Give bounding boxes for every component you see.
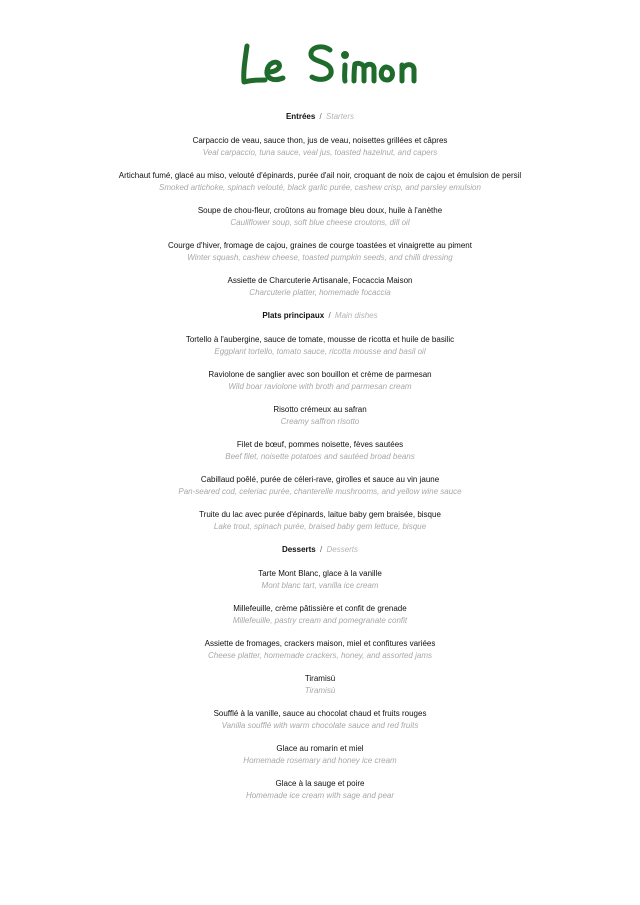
section-title-en: Main dishes [334,311,378,320]
menu-item [0,568,640,603]
menu-item [0,240,640,275]
section-title-en: Desserts [326,545,359,554]
dish-name-fr: Tortello à l'aubergine, sauce de tomate, mousse de ricotta et huile de basilic [185,335,455,344]
dish-description-en: Pan-seared cod, celeriac purée, chanterelle mushrooms, and yellow wine sauce [178,487,462,496]
dish-description-en: Tiramisù [304,686,336,695]
menu-item [0,474,640,509]
menu-section-starters [0,111,640,310]
section-title-en: Starters [326,112,355,121]
dish-name-fr: Carpaccio de veau, sauce thon, jus de veau, noisettes grillées et câpres [192,136,448,145]
menu-item [0,334,640,369]
dish-description-en: Millefeuille, pastry cream and pomegranate confit [232,616,408,625]
dish-name-fr: Courge d'hiver, fromage de cajou, graines de courge toastées et vinaigrette au piment [168,241,472,250]
dish-name-fr: Tarte Mont Blanc, glace à la vanille [258,569,382,578]
dish-description-en: Cauliflower soup, soft blue cheese croutons, dill oil [230,218,410,227]
dish-description-en: Lake trout, spinach purée, braised baby gem lettuce, bisque [213,522,427,531]
dish-name-fr: Artichaut fumé, glacé au miso, velouté d'épinards, purée d'ail noir, croquant de noix de cajou et émulsion de persil [118,171,522,180]
dish-description-en: Charcuterie platter, homemade focaccia [249,288,391,297]
dish-description-en: Creamy saffron risotto [280,417,360,426]
section-separator: / [319,112,322,121]
dish-name-fr: Soufflé à la vanille, sauce au chocolat chaud et fruits rouges [213,709,427,718]
section-heading [0,310,640,321]
dish-name-fr: Assiette de fromages, crackers maison, miel et confitures variées [204,639,436,648]
dish-name-fr: Raviolone de sanglier avec son bouillon et crème de parmesan [208,370,432,379]
menu-item [0,275,640,310]
dish-name-fr: Tiramisù [304,674,336,683]
dish-description-en: Winter squash, cashew cheese, toasted pumpkin seeds, and chilli dressing [187,253,453,262]
menu [0,111,640,813]
dish-description-en: Veal carpaccio, tuna sauce, veal jus, toasted hazelnut, and capers [202,148,438,157]
dish-description-en: Beef filet, noisette potatoes and sautéed broad beans [225,452,415,461]
menu-item [0,603,640,638]
section-heading [0,544,640,555]
section-title-fr: Entrées [285,112,316,121]
menu-item [0,439,640,474]
dish-description-en: Mont blanc tart, vanilla ice cream [261,581,379,590]
menu-section-desserts [0,544,640,813]
menu-item [0,708,640,743]
dish-name-fr: Soupe de chou-fleur, croûtons au fromage bleu doux, huile à l'anèthe [197,206,443,215]
dish-name-fr: Millefeuille, crème pâtissière et confit de grenade [233,604,407,613]
dish-name-fr: Glace au romarin et miel [276,744,364,753]
dish-description-en: Homemade rosemary and honey ice cream [243,756,397,765]
section-separator: / [320,545,323,554]
dish-description-en: Eggplant tortello, tomato sauce, ricotta mousse and basil oil [214,347,426,356]
dish-description-en: Wild boar raviolone with broth and parmesan cream [228,382,412,391]
dish-description-en: Cheese platter, homemade crackers, honey, and assorted jams [208,651,432,660]
dish-name-fr: Truite du lac avec purée d'épinards, laitue baby gem braisée, bisque [199,510,441,519]
menu-item [0,135,640,170]
dish-name-fr: Assiette de Charcuterie Artisanale, Focaccia Maison [227,276,413,285]
dish-description-en: Vanilla soufflé with warm chocolate sauce and red fruits [221,721,419,730]
section-title-fr: Plats principaux [262,311,325,320]
menu-section-main-dishes [0,310,640,544]
menu-item [0,404,640,439]
menu-item [0,170,640,205]
section-heading [0,111,640,122]
menu-item [0,509,640,544]
dish-description-en: Smoked artichoke, spinach velouté, black garlic purée, cashew crisp, and parsley emulsion [159,183,481,192]
section-title-fr: Desserts [281,545,316,554]
menu-item [0,673,640,708]
section-separator: / [328,311,331,320]
dish-name-fr: Filet de bœuf, pommes noisette, fèves sautées [236,440,404,449]
dish-name-fr: Cabillaud poêlé, purée de céleri-rave, girolles et sauce au vin jaune [200,475,440,484]
menu-item [0,778,640,813]
dish-description-en: Homemade ice cream with sage and pear [245,791,395,800]
dish-name-fr: Glace à la sauge et poire [275,779,365,788]
menu-item [0,369,640,404]
menu-item [0,638,640,673]
menu-item [0,743,640,778]
restaurant-logo [0,30,640,98]
menu-item [0,205,640,240]
dish-name-fr: Risotto crémeux au safran [273,405,367,414]
